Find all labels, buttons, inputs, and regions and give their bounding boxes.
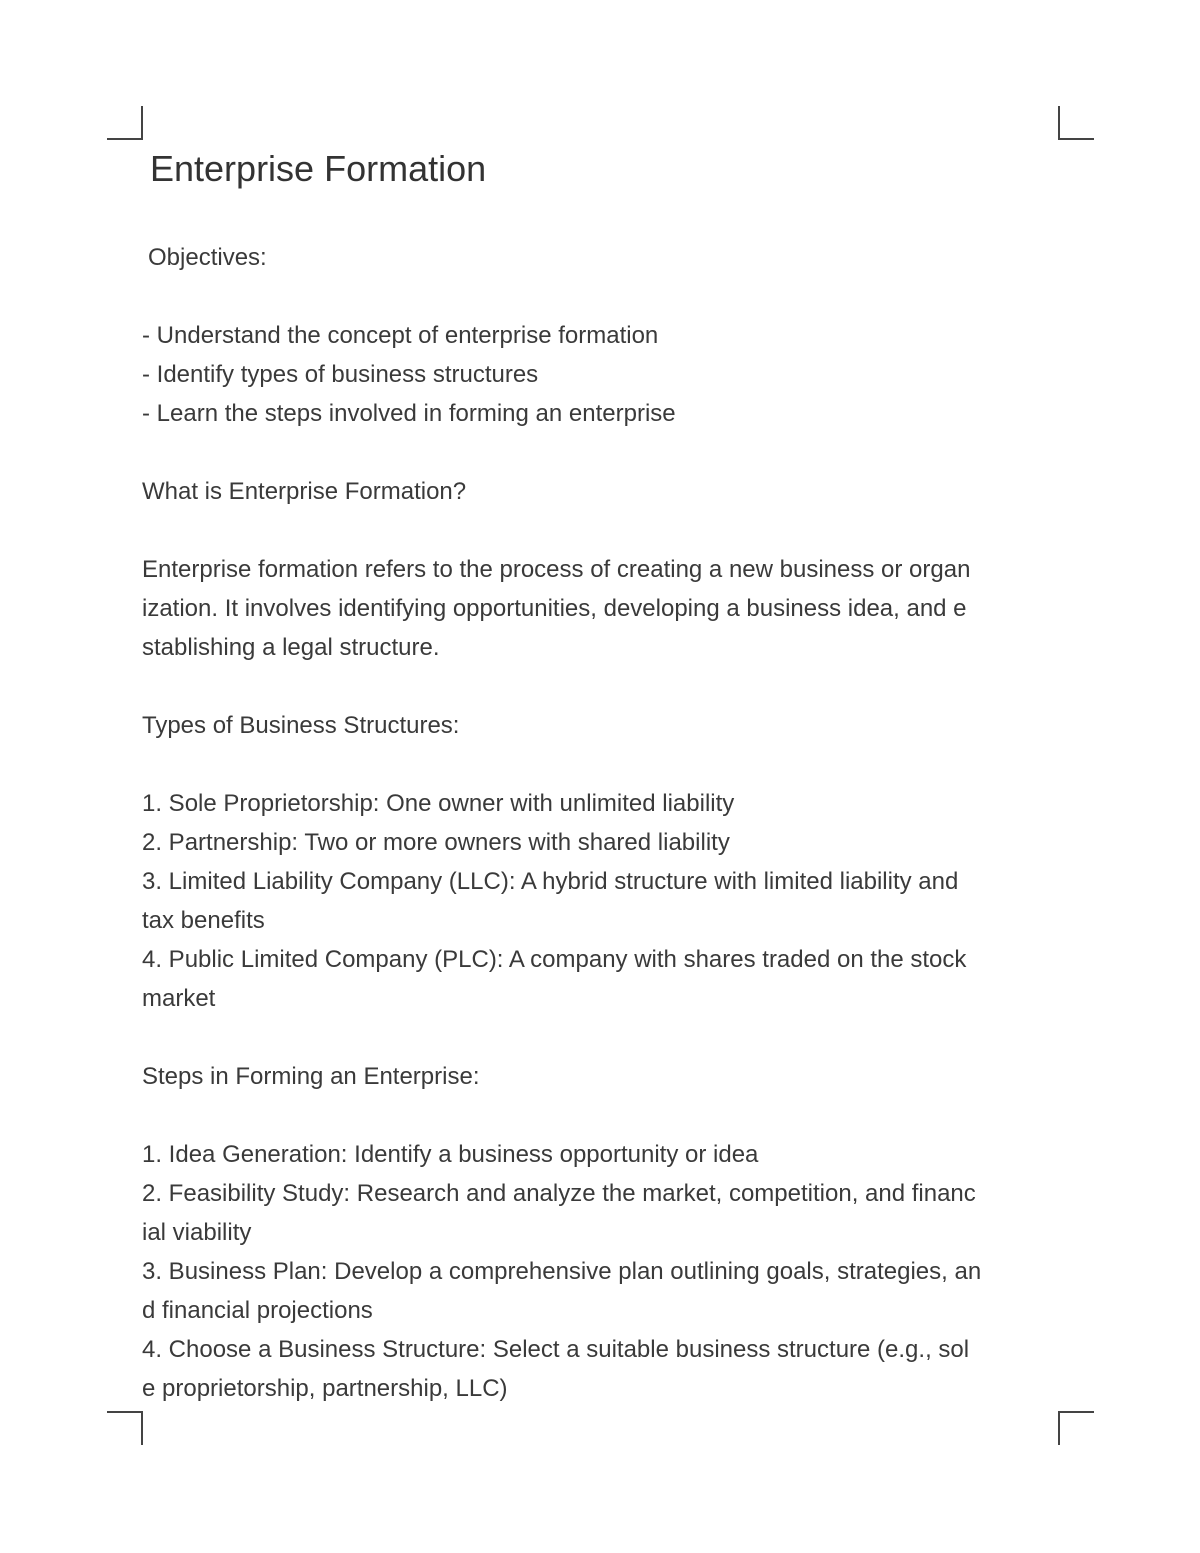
objective-item: - Identify types of business structures xyxy=(142,361,539,388)
objective-item: - Learn the steps involved in forming an enterprise xyxy=(142,400,676,427)
crop-mark-top-left xyxy=(107,106,143,140)
types-line: 1. Sole Proprietorship: One owner with unlimited liability xyxy=(142,790,735,817)
steps-line: 2. Feasibility Study: Research and analyze the market, competition, and financ xyxy=(142,1180,976,1207)
crop-mark-top-right xyxy=(1058,106,1094,140)
types-line: tax benefits xyxy=(142,907,265,934)
steps-line: ial viability xyxy=(142,1219,252,1246)
document-body xyxy=(142,238,1062,1408)
steps-heading: Steps in Forming an Enterprise: xyxy=(142,1063,480,1090)
page-title: Enterprise Formation xyxy=(150,148,487,189)
steps-line: 1. Idea Generation: Identify a business opportunity or idea xyxy=(142,1141,759,1168)
types-line: 2. Partnership: Two or more owners with shared liability xyxy=(142,829,730,856)
steps-line: e proprietorship, partnership, LLC) xyxy=(142,1375,508,1402)
definition-line: ization. It involves identifying opportunities, developing a business idea, and e xyxy=(142,595,967,622)
crop-mark-bottom-left xyxy=(107,1411,143,1445)
types-heading: Types of Business Structures: xyxy=(142,712,460,739)
objective-item: - Understand the concept of enterprise formation xyxy=(142,322,659,349)
steps-line: 4. Choose a Business Structure: Select a suitable business structure (e.g., sol xyxy=(142,1336,970,1363)
definition-line: stablishing a legal structure. xyxy=(142,634,440,661)
types-line: 4. Public Limited Company (PLC): A company with shares traded on the stock xyxy=(142,946,967,973)
what-is-heading: What is Enterprise Formation? xyxy=(142,478,467,505)
types-line: 3. Limited Liability Company (LLC): A hybrid structure with limited liability and xyxy=(142,868,959,895)
definition-line: Enterprise formation refers to the process of creating a new business or organ xyxy=(142,556,971,583)
objectives-heading: Objectives: xyxy=(148,244,267,271)
steps-line: d financial projections xyxy=(142,1297,373,1324)
crop-mark-bottom-right xyxy=(1058,1411,1094,1445)
steps-line: 3. Business Plan: Develop a comprehensive plan outlining goals, strategies, an xyxy=(142,1258,982,1285)
types-line: market xyxy=(142,985,216,1012)
